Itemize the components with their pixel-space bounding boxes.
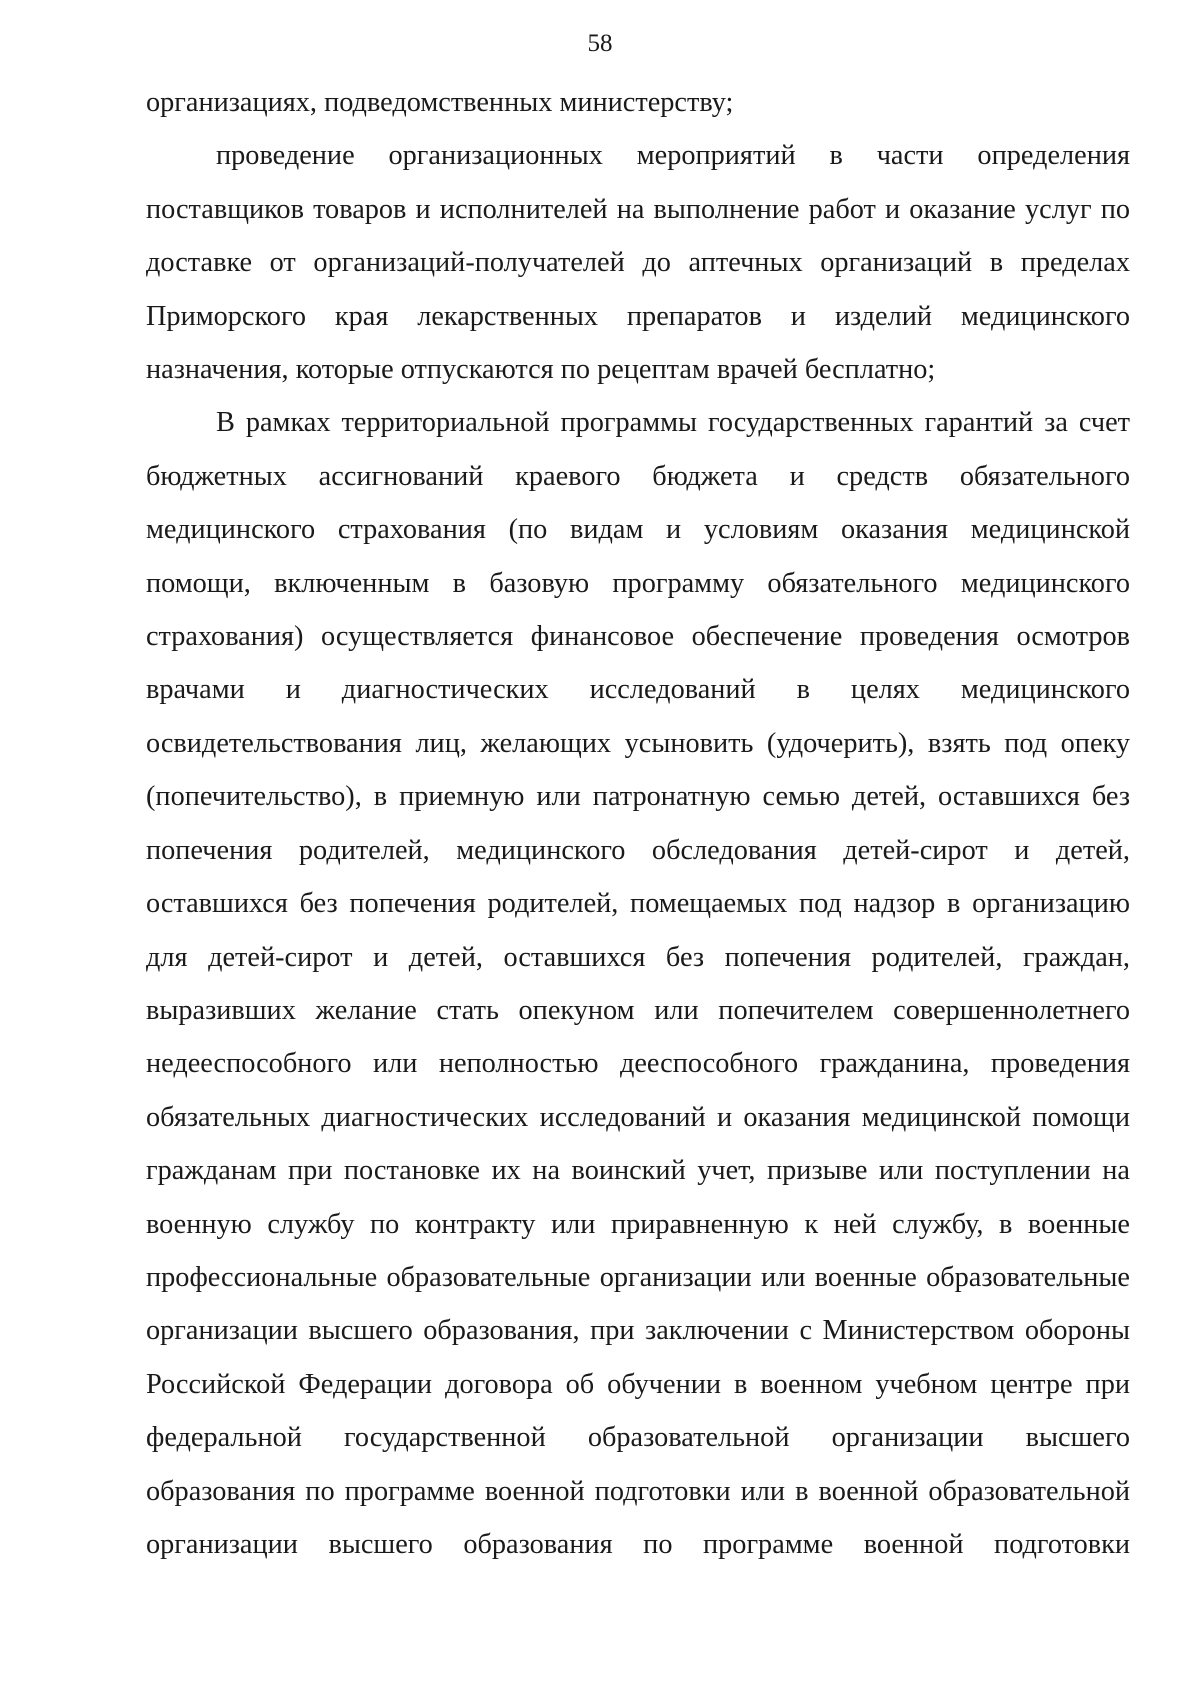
- paragraph-3: В рамках территориальной программы государственных гарантий за счет бюджетных ассигнований краевого бюджета и средств обязательного медицинского страхования (по видам и условиям оказания медицинской помощи, включенным в базовую программу обязательного медицинского страхования) осуществляется финансовое обеспечение проведения осмотров врачами и диагностических исследований в целях медицинского освидетельствования лиц, желающих усыновить (удочерить), взять под опеку (попечительство), в приемную или патронатную семью детей, оставшихся без попечения родителей, медицинского обследования детей-сирот и детей, оставшихся без попечения родителей, помещаемых под надзор в организацию для детей-сирот и детей, оставшихся без попечения родителей, граждан, выразивших желание стать опекуном или попечителем совершеннолетнего недееспособного или неполностью дееспособного гражданина, проведения обязательных диагностических исследований и оказания медицинской помощи гражданам при постановке их на воинский учет, призыве или поступлении на военную службу по контракту или приравненную к ней службу, в военные профессиональные образовательные организации или военные образовательные организации высшего образования, при заключении с Министерством обороны Российской Федерации договора об обучении в военном учебном центре при федеральной государственной образовательной организации высшего образования по программе военной подготовки или в военной образовательной организации высшего образования по программе военной подготовки: [146, 407, 1130, 1560]
- document-body: [146, 76, 1130, 1571]
- paragraph-1: организациях, подведомственных министерству;: [146, 87, 734, 118]
- paragraph-2: проведение организационных мероприятий в части определения поставщиков товаров и исполнителей на выполнение работ и оказание услуг по доставке от организаций-получателей до аптечных организаций в пределах Приморского края лекарственных препаратов и изделий медицинского назначения, которые отпускаются по рецептам врачей бесплатно;: [146, 140, 1130, 386]
- page-number: 58: [587, 30, 613, 57]
